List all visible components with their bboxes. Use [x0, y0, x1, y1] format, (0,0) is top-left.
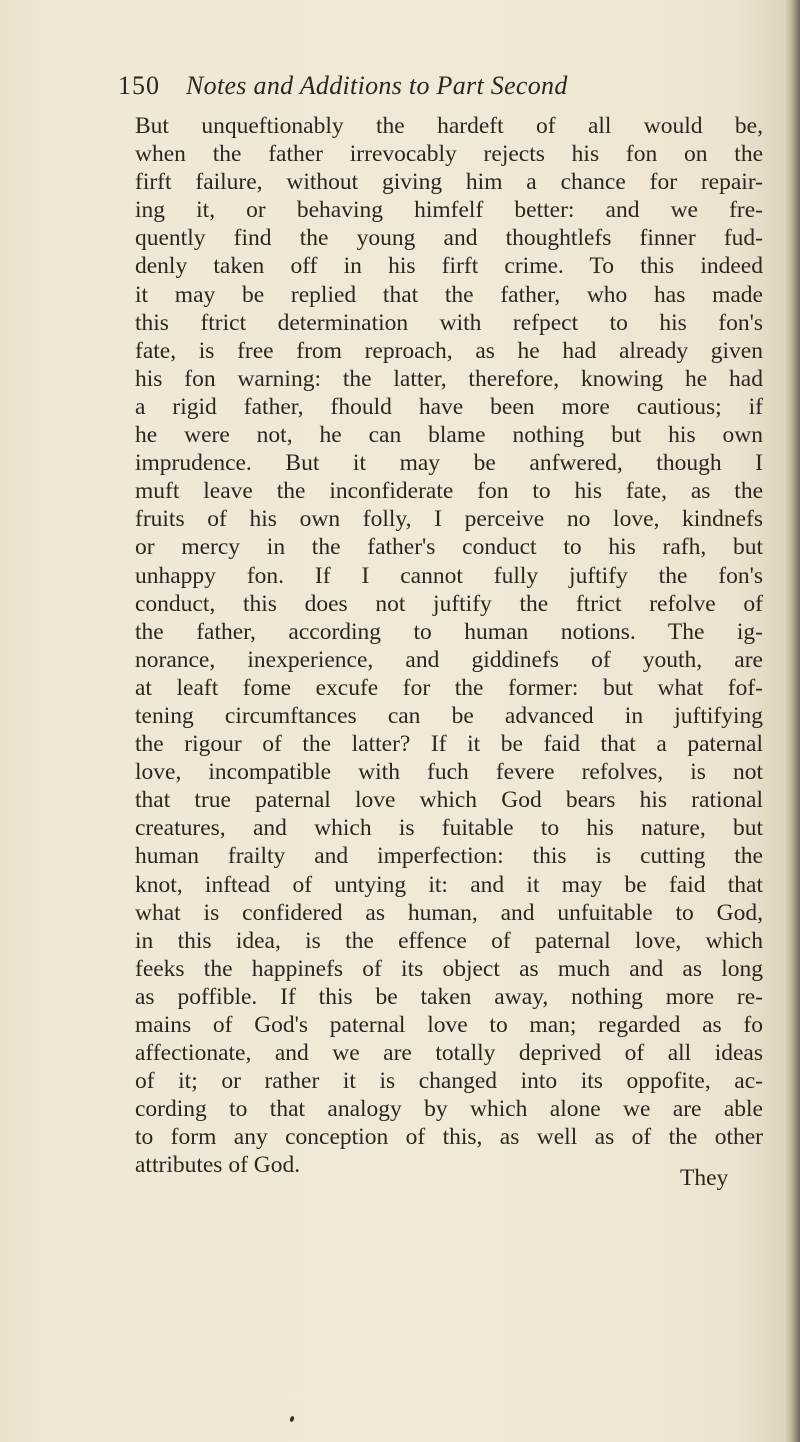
- text-line: unhappy fon. If I cannot fully juftify the fon's: [135, 562, 763, 589]
- catchword: They: [680, 1165, 729, 1191]
- text-line: that true paternal love which God bears his rational: [135, 787, 763, 814]
- running-head: [118, 66, 678, 106]
- running-head-title: Notes and Additions to Part Second: [186, 71, 568, 100]
- text-line: at leaft fome excufe for the former: but what fof-: [135, 674, 763, 701]
- text-line: feeks the happinefs of its object as much and as long: [135, 955, 763, 982]
- text-line: the father, according to human notions. The ig-: [135, 618, 763, 645]
- text-line: creatures, and which is fuitable to his nature, but: [135, 815, 763, 842]
- ink-speck: [289, 1415, 295, 1422]
- text-line: it may be replied that the father, who has made: [135, 281, 763, 308]
- body-text: [135, 112, 763, 1180]
- text-line: fate, is free from reproach, as he had already given: [135, 337, 763, 364]
- text-line: or mercy in the father's conduct to his rafh, but: [135, 534, 763, 561]
- text-line: conduct, this does not juftify the ftrict refolve of: [135, 590, 763, 617]
- text-line: a rigid father, fhould have been more cautious; if: [135, 393, 763, 420]
- text-line: cording to that analogy by which alone we are able: [135, 1096, 763, 1123]
- text-line: human frailty and imperfection: this is cutting the: [135, 843, 763, 870]
- text-line: this ftrict determination with refpect to his fon's: [135, 309, 763, 336]
- text-line: denly taken off in his firft crime. To this indeed: [135, 253, 763, 280]
- text-line: of it; or rather it is changed into its oppofite, ac-: [135, 1068, 763, 1095]
- text-line: muft leave the inconfiderate fon to his fate, as the: [135, 478, 763, 505]
- text-line: affectionate, and we are totally deprived of all ideas: [135, 1040, 763, 1067]
- text-line: imprudence. But it may be anfwered, though I: [135, 450, 763, 477]
- text-line: tening circumftances can be advanced in juftifying: [135, 702, 763, 729]
- page-binding-edge: [786, 0, 800, 1442]
- text-line: norance, inexperience, and giddinefs of youth, are: [135, 646, 763, 673]
- text-line: But unqueftionably the hardeft of all would be,: [135, 113, 763, 139]
- page-number: 150: [118, 71, 160, 100]
- text-line: what is confidered as human, and unfuitable to God,: [135, 899, 763, 926]
- text-line: love, incompatible with fuch fevere refolves, is not: [135, 759, 763, 786]
- text-line: to form any conception of this, as well as of the other: [135, 1124, 763, 1151]
- text-line: firft failure, without giving him a chance for repair-: [135, 169, 763, 196]
- text-line: as poffible. If this be taken away, nothing more re-: [135, 983, 763, 1010]
- text-line: when the father irrevocably rejects his fon on the: [135, 141, 763, 168]
- text-line: his fon warning: the latter, therefore, knowing he had: [135, 365, 763, 392]
- text-line: ing it, or behaving himfelf better: and we fre-: [135, 197, 763, 224]
- text-line-last: attributes of God.: [135, 1152, 301, 1179]
- text-line: knot, inftead of untying it: and it may be faid that: [135, 871, 763, 898]
- text-line: quently find the young and thoughtlefs finner fud-: [135, 225, 763, 252]
- text-line: the rigour of the latter? If it be faid that a paternal: [135, 731, 763, 758]
- text-line: mains of God's paternal love to man; regarded as fo: [135, 1012, 763, 1038]
- text-line: fruits of his own folly, I perceive no love, kindnefs: [135, 506, 763, 533]
- text-line: he were not, he can blame nothing but his own: [135, 422, 763, 449]
- text-line: in this idea, is the effence of paternal love, which: [135, 927, 763, 954]
